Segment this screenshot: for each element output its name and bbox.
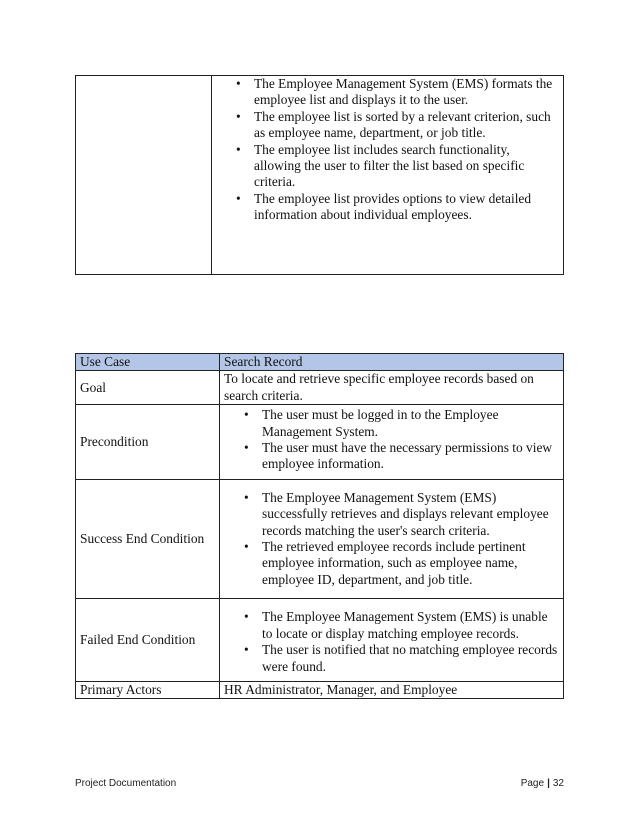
list-item: • The retrieved employee records include pertinent employee information, such as employee name, employee ID, department, and job title.	[244, 539, 526, 587]
list-item: • The Employee Management System (EMS) formats the employee list and displays it to the user.	[236, 76, 553, 108]
bullet-icon: •	[236, 141, 241, 157]
use-case-label: Use Case	[76, 354, 220, 371]
primary-actors-label: Primary Actors	[76, 681, 220, 698]
goal-value: To locate and retrieve specific employee records based on search criteria.	[220, 371, 564, 405]
bullet-icon: •	[244, 489, 249, 505]
page-separator: |	[547, 778, 550, 789]
table-row	[76, 599, 564, 682]
bullet-icon: •	[244, 440, 249, 456]
list-item: • The employee list is sorted by a relevant criterion, such as employee name, department, or job title.	[236, 108, 551, 141]
use-case-value: Search Record	[220, 354, 564, 371]
bullet-list	[224, 407, 559, 473]
list-item: • The user is notified that no matching employee records were found.	[244, 642, 558, 674]
list-item: • The user must have the necessary permissions to view employee information.	[244, 440, 553, 472]
list-item: • The Employee Management System (EMS) successfully retrieves and displays relevant employee records matching the user's search criteria.	[244, 489, 549, 538]
use-case-table	[75, 353, 564, 699]
footer-document-title: Project Documentation	[75, 778, 177, 789]
bullet-cell	[212, 76, 564, 275]
table-row	[76, 479, 564, 598]
primary-actors-value: HR Administrator, Manager, and Employee	[220, 681, 564, 698]
table-row	[76, 405, 564, 480]
bullet-icon: •	[236, 76, 241, 91]
bullet-icon: •	[244, 539, 249, 555]
continued-table	[75, 75, 564, 275]
list-item: • The Employee Management System (EMS) is unable to locate or display matching employee records.	[244, 609, 548, 641]
list-item: • The employee list includes search functionality, allowing the user to filter the list based on specific criteria.	[236, 141, 525, 190]
bullet-icon: •	[244, 609, 249, 625]
failed-end-condition-label: Failed End Condition	[76, 599, 220, 682]
page-label: Page	[520, 778, 545, 789]
list-item: • The user must be logged in to the Employee Management System.	[244, 407, 499, 439]
precondition-label: Precondition	[76, 405, 220, 480]
failed-cell	[220, 599, 564, 682]
table-header-row	[76, 354, 564, 371]
table-row	[76, 371, 564, 405]
footer-page-number	[521, 778, 564, 789]
empty-label-cell	[76, 76, 212, 275]
table-row	[76, 681, 564, 698]
list-item: • The employee list provides options to view detailed information about individual employees.	[236, 190, 532, 223]
bullet-icon: •	[236, 108, 241, 124]
bullet-list	[224, 609, 559, 675]
success-end-condition-label: Success End Condition	[76, 479, 220, 598]
table-row	[76, 76, 564, 275]
precondition-cell	[220, 405, 564, 480]
success-cell	[220, 479, 564, 598]
bullet-list	[224, 490, 559, 588]
bullet-icon: •	[236, 190, 241, 206]
bullet-icon: •	[244, 642, 249, 658]
goal-label: Goal	[76, 371, 220, 405]
page-number: 32	[552, 778, 564, 789]
bullet-list	[216, 76, 559, 224]
bullet-icon: •	[244, 407, 249, 423]
